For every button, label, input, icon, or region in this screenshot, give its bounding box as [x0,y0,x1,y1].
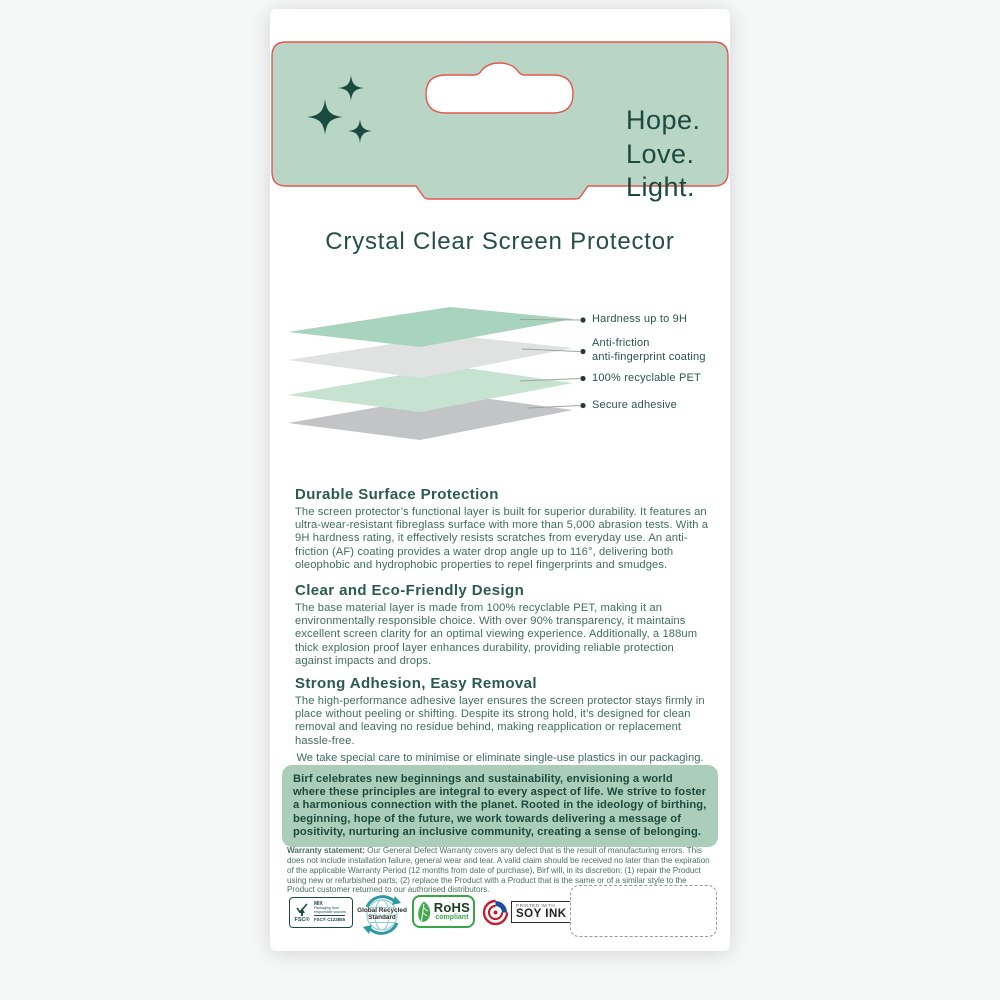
product-title: Crystal Clear Screen Protector [325,228,675,255]
section-heading: Strong Adhesion, Easy Removal [295,675,537,692]
grs-label: Global Recycled Standard [357,907,407,921]
rohs-leaf-icon [415,898,433,926]
fsc-mix-label: MIX [314,900,323,907]
tagline-line: Light. [626,172,696,202]
rohs-logo [412,895,475,928]
fsc-tree-icon: FSC® [292,902,312,923]
callout-label-adhesive [592,399,677,413]
soy-swirl-icon [482,899,509,926]
tagline-line: Hope. [626,105,701,135]
section-eco [295,582,709,668]
layer-sheet-top [288,307,573,347]
fsc-source-line: responsible sources [314,909,346,914]
eco-note: We take special care to minimise or eliminate single-use plastics in our packaging. [296,752,704,764]
section-heading: Clear and Eco-Friendly Design [295,582,525,599]
callout-text: Hardness up to 9H [592,313,688,325]
section-body: The base material layer is made from 100% recyclable PET, making it an environmentally responsible choice. With over 90% transparency, it maintains excellent screen clarity for an optimal viewing experience. Additionally, a 188um thick explosion proof layer enhances durability, providing reliable protection against impacts and drops. [295,602,698,667]
callout-dots [580,317,585,408]
callout-lines [520,320,580,409]
global-recycled-standard-logo [359,893,405,937]
rohs-subtitle: compliant [435,913,469,921]
section-body: The high-performance adhesive layer ensures the screen protector stays firmly in place without peeling or shifting. Despite its strong hold, it’s designed for clean removal and leaving no residue behind, making reapplication or replacement hassle-free. [295,695,705,747]
tagline-line: Love. [626,138,695,169]
section-heading: Durable Surface Protection [295,486,499,503]
soy-ink-text: PRINTED WITH SOY INK [511,901,572,923]
callout-label-antifriction [592,337,706,364]
callout-text: Anti-friction [592,337,650,349]
soy-ink-logo [482,897,572,927]
packaging-card [270,9,730,951]
callout-text: anti-fingerprint coating [592,350,706,363]
section-body: The screen protector’s functional layer is built for superior durability. It features an ultra-wear-resistant fibreglass surface with more than 5,000 abrasion tests. With a 9H hardness rating, it effectively resists scratches from everyday use. An anti-friction (AF) coating provides a water drop angle up to 116°, delivering both oleophobic and hydrophobic properties to repel fingerprints and smudges. [295,506,709,571]
warranty-body: Our General Defect Warranty covers any defect that is the result of manufacturing errors. This does not include installation failure, general wear and tear. A valid claim should be received no later than the expiration of the applicable Warranty Period (12 months from date of purchase), Birf will, in its discretion: (1) repair the Product using new or refurbished parts; (2) replace the Product with a Product that is the same or of a similar style to the Product customer returned to our authorised distributors. [287,846,710,895]
fsc-licence-code: FSC® C123855 [314,917,346,923]
callout-text: 100% recyclable PET [592,372,701,384]
callout-label-pet [592,372,701,386]
callout-label-hardness [592,313,687,327]
brand-statement-box: Birf celebrates new beginnings and sustainability, envisioning a world where these principles are integral to every aspect of life. We strive to foster a harmonious connection with the planet. Rooted in the ideology of birthing, beginning, hope of the future, we work towards delivering a message of positivity, nurturing an inclusive community, creating a sense of belonging. [282,765,718,847]
fsc-logo [289,897,353,928]
callout-text: Secure adhesive [592,399,677,411]
brand-tagline [626,104,701,205]
barcode-sticker-placeholder [570,885,717,937]
section-adhesion [295,675,709,748]
warranty-label: Warranty statement: [287,846,365,856]
section-durable [295,486,709,572]
fsc-source-line: Packaging from [314,905,339,910]
rohs-title: RoHS [433,899,470,915]
